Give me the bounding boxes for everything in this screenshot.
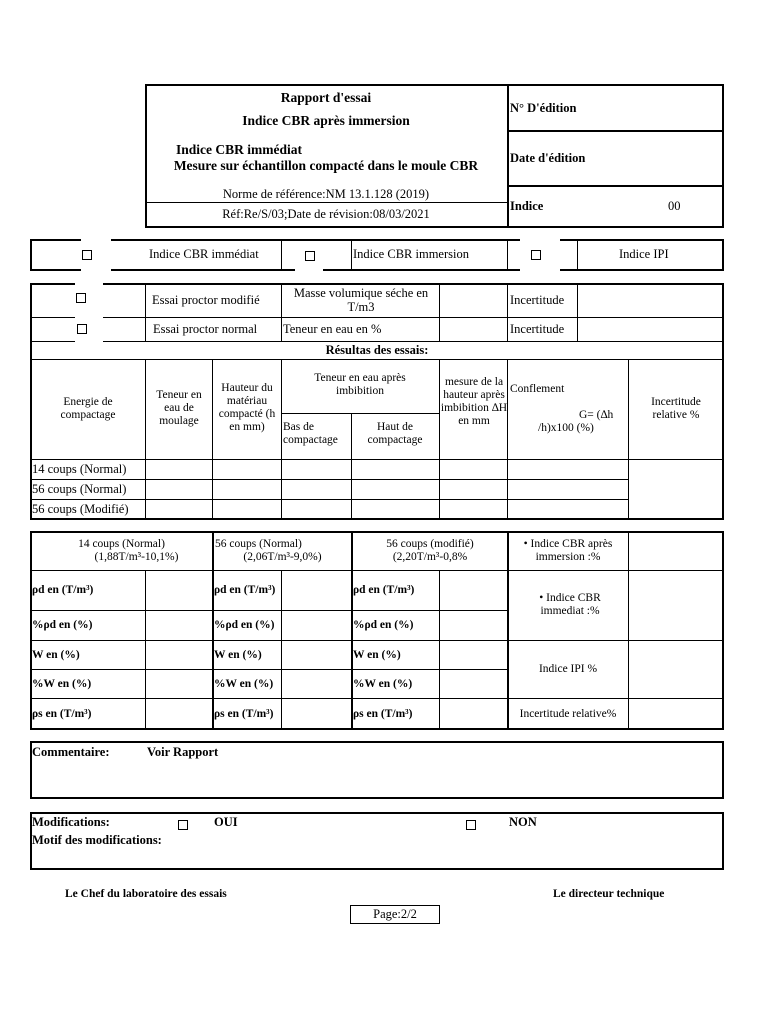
divider: [30, 499, 628, 500]
col-teneur-moulage: Teneur en eau de moulage: [156, 389, 202, 427]
ref-revision: Réf:Re/S/03;Date de révision:08/03/2021: [222, 207, 430, 221]
divider: [281, 359, 282, 520]
divider: [30, 640, 724, 641]
divider: [507, 531, 509, 730]
row-label: ρs en (T/m³): [32, 708, 92, 720]
page-number: Page:2/2: [350, 905, 440, 924]
divider: [507, 283, 508, 341]
row-label: W en (%): [353, 649, 401, 661]
cbr-immediat-result-label: • Indice CBR immediat :%: [539, 592, 601, 617]
modifications-label: Modifications:: [32, 815, 110, 829]
checkbox-non[interactable]: [466, 820, 476, 830]
cbr-immersion-label: Indice CBR immersion: [353, 247, 469, 261]
comment-value: Voir Rapport: [147, 745, 219, 759]
norme-reference: Norme de référence:NM 13.1.128 (2019): [222, 187, 430, 201]
row-label: %ρd en (%): [214, 619, 275, 631]
divider: [30, 359, 724, 360]
incertitude-label: Incertitude: [510, 293, 565, 307]
divider: [145, 202, 507, 203]
divider: [507, 84, 509, 228]
row-label: W en (%): [214, 649, 262, 661]
checkbox-proctor-normal[interactable]: [77, 324, 87, 334]
divider: [351, 239, 352, 271]
col-56-coups-modifie: 56 coups (modifié): [386, 538, 474, 550]
col-gonflement: Conflement: [510, 383, 565, 395]
report-subtitle-3: Mesure sur échantillon compacté dans le moule CBR: [173, 158, 479, 173]
motif-label: Motif des modifications:: [32, 833, 162, 847]
comment-box[interactable]: [30, 741, 724, 799]
divider: [30, 570, 724, 571]
row-label: %ρd en (%): [32, 619, 93, 631]
row-label: ρs en (T/m³): [353, 708, 413, 720]
divider: [145, 570, 146, 730]
checkbox-cbr-immediat[interactable]: [82, 250, 92, 260]
row-label: W en (%): [32, 649, 80, 661]
col-mesure: mesure de la hauteur après imbibition ∆H en mm: [440, 376, 508, 427]
row-label: %W en (%): [32, 678, 92, 690]
col-14-coups-spec: (1,88T/m³-10,1%): [94, 551, 179, 563]
divider: [281, 413, 439, 414]
cbr-immersion-result-label: • Indice CBR après immersion :%: [523, 538, 613, 563]
divider: [351, 413, 352, 520]
indice-value: 00: [668, 199, 681, 213]
comment-label: Commentaire:: [32, 745, 110, 759]
checkbox-cbr-immersion[interactable]: [305, 251, 315, 261]
col-incertitude: Incertitude relative %: [651, 396, 701, 421]
row-label: ρd en (T/m³): [214, 584, 276, 596]
report-subtitle: Indice CBR après immersion: [242, 113, 410, 128]
row-label: 56 coups (Normal): [32, 482, 127, 496]
divider: [577, 283, 578, 341]
divider: [30, 317, 724, 318]
incertitude-label: Incertitude: [510, 322, 565, 336]
divider: [30, 698, 724, 699]
checkbox-oui[interactable]: [178, 820, 188, 830]
divider: [145, 359, 146, 520]
divider: [577, 239, 578, 271]
col-56-modifie-spec: (2,20T/m³-0,8%: [392, 551, 468, 563]
divider: [30, 479, 628, 480]
teneur-eau-label: Teneur en eau en %: [283, 322, 382, 336]
divider: [30, 610, 508, 611]
divider: [281, 239, 282, 271]
masse-volumique-label: Masse volumique séche en T/m3: [293, 286, 429, 314]
row-label: ρd en (T/m³): [32, 584, 94, 596]
proctor-normal-label: Essai proctor normal: [153, 322, 258, 336]
divider: [507, 239, 508, 271]
col-haut: Haut de compactage: [367, 421, 423, 446]
divider: [507, 130, 724, 132]
col-bas: Bas de compactage: [283, 421, 338, 446]
divider: [507, 185, 724, 187]
row-label: 56 coups (Modifié): [32, 502, 129, 516]
report-subtitle-2: Indice CBR immédiat: [176, 142, 302, 157]
report-title: Rapport d'essai: [280, 90, 372, 105]
row-label: %W en (%): [214, 678, 274, 690]
row-label: ρs en (T/m³): [214, 708, 274, 720]
row-label: %ρd en (%): [353, 619, 414, 631]
results-table: [30, 283, 724, 520]
divider: [30, 459, 724, 460]
chef-laboratoire-signature: Le Chef du laboratoire des essais: [65, 888, 227, 900]
col-14-coups: 14 coups (Normal): [78, 538, 165, 550]
divider: [145, 283, 146, 341]
ipi-label: Indice IPI: [619, 247, 669, 261]
oui-label: OUI: [214, 815, 238, 829]
cbr-immediat-label: Indice CBR immédiat: [149, 247, 259, 261]
col-formula: G= (∆h /h)x100 (%): [538, 409, 614, 434]
divider: [30, 341, 724, 342]
col-hauteur: Hauteur du matériau compacté (h en mm): [218, 382, 276, 433]
proctor-modifie-label: Essai proctor modifié: [152, 293, 260, 307]
divider: [439, 570, 440, 730]
non-label: NON: [509, 815, 537, 829]
col-energie: Energie de compactage: [60, 396, 116, 421]
row-label: %W en (%): [353, 678, 413, 690]
edition-date-label: Date d'édition: [510, 151, 586, 165]
results-title: Résultas des essais:: [325, 343, 429, 357]
col-56-normal-spec: (2,06T/m³-9,0%): [243, 551, 322, 563]
indice-label: Indice: [510, 199, 544, 213]
checkbox-ipi[interactable]: [531, 250, 541, 260]
edition-number-label: N° D'édition: [510, 101, 577, 115]
col-teneur-apres: Teneur en eau après imbibition: [314, 372, 406, 397]
divider: [281, 570, 282, 730]
col-56-coups-normal: 56 coups (Normal): [215, 538, 302, 550]
row-label: 14 coups (Normal): [32, 462, 127, 476]
directeur-technique-signature: Le directeur technique: [553, 888, 665, 900]
divider: [628, 531, 629, 730]
divider: [30, 669, 508, 670]
row-label: ρd en (T/m³): [353, 584, 415, 596]
incertitude-result-label: Incertitude relative%: [519, 708, 617, 720]
ipi-result-label: Indice IPI %: [538, 663, 598, 675]
checkbox-proctor-modifie[interactable]: [76, 293, 86, 303]
divider: [628, 359, 629, 520]
